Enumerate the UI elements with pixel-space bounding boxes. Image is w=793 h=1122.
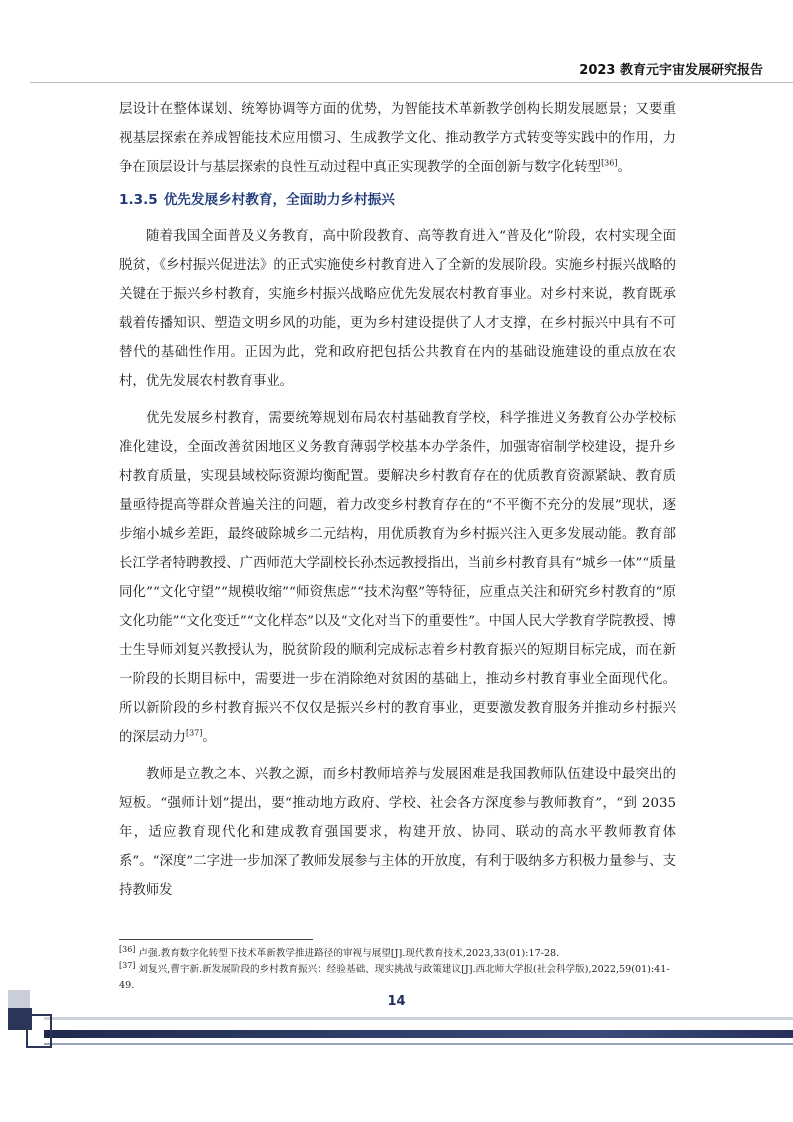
paragraph-end: 。 [617,160,631,175]
footnote-item [119,962,676,994]
section-title: 优先发展乡村教育，全面助力乡村振兴 [163,192,395,208]
footnote-text: 刘复兴,曹宇新.新发展阶段的乡村教育振兴：经验基础、现实挑战与政策建议[J].西北师大学报(社会科学版),2022,59(01):41-49. [119,964,670,991]
footer-decoration-band [44,1030,793,1038]
body-paragraph-continued [119,95,676,182]
body-paragraph: 教师是立教之本、兴教之源，而乡村教师培养与发展困难是我国教师队伍建设中最突出的短板。“强师计划”提出，要“推动地方政府、学校、社会各方深度参与教师教育”，“到 2035 年，适应教育现代化和建成教育强国要求，构建开放、协同、联动的高水平教师教育体系”。“深度”二字进一步加深了教师发展参与主体的开放度，有利于吸纳多方积极力量参与、支持教师发 [119,767,676,898]
body-paragraph: 随着我国全面普及义务教育，高中阶段教育、高等教育进入“普及化”阶段，农村实现全面脱贫，《乡村振兴促进法》的正式实施使乡村教育进入了全新的发展阶段。实施乡村振兴战略的关键在于振兴乡村教育，实施乡村振兴战略应优先发展农村教育事业。对乡村来说，教育既承载着传播知识、塑造文明乡风的功能，更为乡村建设提供了人才支撑，在乡村振兴中具有不可替代的基础性作用。正因为此，党和政府把包括公共教育在内的基础设施建设的重点放在农村，优先发展农村教育事业。 [119,229,676,389]
footer-decoration-band [44,1043,793,1045]
section-number: 1.3.5 [119,192,158,208]
citation-ref[interactable]: [37] [185,728,203,738]
footer-decoration-band [44,1017,793,1020]
citation-ref[interactable]: [36] [601,158,618,168]
paragraph-text: 优先发展乡村教育，需要统筹规划布局农村基础教育学校，科学推进义务教育公办学校标准化建设，全面改善贫困地区义务教育薄弱学校基本办学条件，加强寄宿制学校建设，提升乡村教育质量，实现县域校际资源均衡配置。要解决乡村教育存在的优质教育资源紧缺、教育质量亟待提高等群众普遍关注的问题，着力改变乡村教育存在的“不平衡不充分的发展”现状，逐步缩小城乡差距，最终破除城乡二元结构，用优质教育为乡村振兴注入更多发展动能。教育部长江学者特聘教授、广西师范大学副校长孙杰远教授指出，当前乡村教育具有“城乡一体”“质量同化”“文化守望”“规模收缩”“师资焦虑”“技术沟壑”等特征，应重点关注和研究乡村教育的“原文化功能”“文化变迁”“文化样态”以及“文化对当下的重要性”。中国人民大学教育学院教授、博士生导师刘复兴教授认为，脱贫阶段的顺利完成标志着乡村教育振兴的短期目标完成，而在新一阶段的长期目标中，需要进一步在消除绝对贫困的基础上，推动乡村教育事业全面现代化。所以新阶段的乡村教育振兴不仅仅是振兴乡村的教育事业，更要激发教育服务并推动乡村振兴的深层动力 [119,411,676,745]
footnote-ref: [37] [119,960,136,970]
paragraph-end: 。 [202,730,216,745]
main-content [119,95,676,905]
footnote-text: 卢强.教育数字化转型下技术革新教学推进路径的审视与展望[J].现代教育技术,2023,33(01):17-28. [138,948,560,959]
report-title: 2023 教育元宇宙发展研究报告 [579,63,763,78]
footnote-divider [119,939,313,940]
header-divider [30,82,793,83]
page-number: 14 [387,994,406,1009]
footnote-item [119,946,676,962]
paragraph-text: 层设计在整体谋划、统筹协调等方面的优势，为智能技术革新教学创构长期发展愿景；又要重视基层探索在养成智能技术应用惯习、生成教学文化、推动教学方式转变等实践中的作用，力争在顶层设计与基层探索的良性互动过程中真正实现教学的全面创新与数字化转型 [119,102,676,175]
footer-decoration-outline [26,1014,52,1048]
footnotes [119,939,676,994]
footnote-ref: [36] [119,944,136,954]
body-paragraph [119,404,676,752]
section-heading [119,186,676,215]
